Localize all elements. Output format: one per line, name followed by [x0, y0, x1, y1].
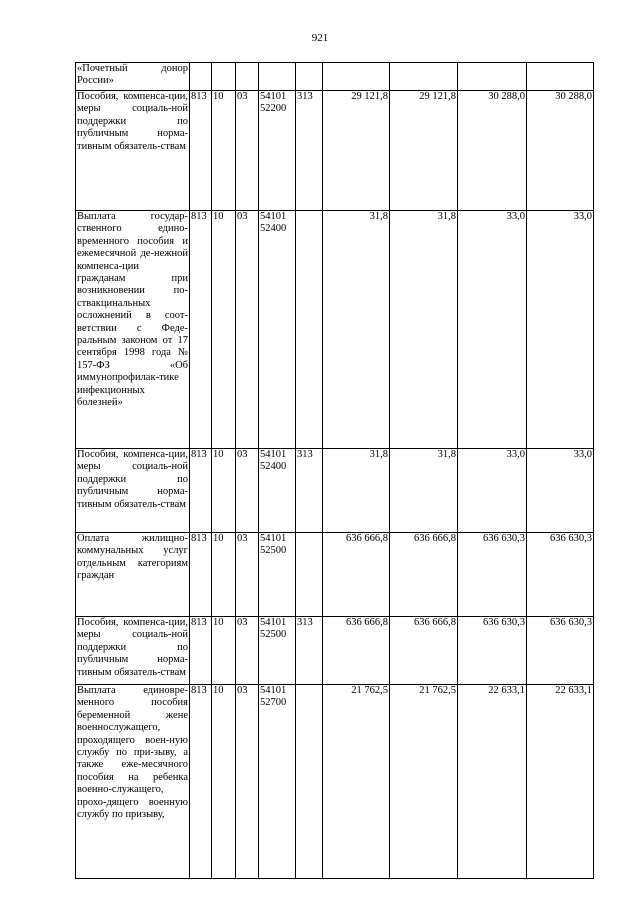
amount-4: 22 633,1 [527, 685, 594, 879]
amount-4: 30 288,0 [527, 91, 594, 211]
amount-1: 31,8 [323, 211, 390, 449]
expense-type-code [296, 63, 323, 91]
amount-3: 636 630,3 [458, 533, 527, 617]
subsection-code: 03 [236, 211, 259, 449]
section-code: 10 [212, 211, 236, 449]
table-row [76, 685, 594, 879]
expense-type-code: 313 [296, 617, 323, 685]
table-row [76, 533, 594, 617]
amount-4: 636 630,3 [527, 617, 594, 685]
expense-type-code [296, 533, 323, 617]
table-row [76, 211, 594, 449]
article-code [259, 63, 296, 91]
expense-type-code: 313 [296, 449, 323, 533]
amount-2: 636 666,8 [390, 617, 458, 685]
expense-type-code [296, 211, 323, 449]
section-code: 10 [212, 533, 236, 617]
row-name: Пособия, компенса-ции, меры социаль-ной поддержки по публичным норма-тивным обязатель-ствам [76, 91, 190, 211]
row-name: Оплата жилищно-коммунальных услуг отдельным категориям граждан [76, 533, 190, 617]
article-code: 54101 52500 [259, 617, 296, 685]
row-name: Выплата государ-ственного едино-временного пособия и ежемесячной де-нежной компенса-ции гражданам при возникновении по-ствакцинальных осложнений в соот-ветствии с Феде-ральным законом от 17 сентября 1998 года № 157-ФЗ «Об иммунопрофилак-тике инфекционных болезней» [76, 211, 190, 449]
amount-2 [390, 63, 458, 91]
ministry-code: 813 [190, 211, 212, 449]
amount-3: 33,0 [458, 449, 527, 533]
ministry-code: 813 [190, 617, 212, 685]
section-code: 10 [212, 91, 236, 211]
amount-4 [527, 63, 594, 91]
budget-table [75, 62, 594, 879]
amount-2: 21 762,5 [390, 685, 458, 879]
amount-4: 33,0 [527, 211, 594, 449]
amount-4: 33,0 [527, 449, 594, 533]
table-row [76, 63, 594, 91]
table-row [76, 91, 594, 211]
subsection-code: 03 [236, 91, 259, 211]
ministry-code: 813 [190, 91, 212, 211]
amount-2: 636 666,8 [390, 533, 458, 617]
row-name: Выплата единовре-менного пособия беременной жене военнослужащего, проходящего воен-ную службу по при-зыву, а также еже-месячного пособия на ребенка военно-служащего, прохо-дящего военную службу по призыву, [76, 685, 190, 879]
amount-1: 636 666,8 [323, 617, 390, 685]
subsection-code: 03 [236, 617, 259, 685]
amount-2: 31,8 [390, 449, 458, 533]
section-code: 10 [212, 617, 236, 685]
amount-2: 31,8 [390, 211, 458, 449]
subsection-code [236, 63, 259, 91]
section-code: 10 [212, 449, 236, 533]
section-code [212, 63, 236, 91]
ministry-code: 813 [190, 533, 212, 617]
article-code: 54101 52500 [259, 533, 296, 617]
subsection-code: 03 [236, 685, 259, 879]
amount-3: 33,0 [458, 211, 527, 449]
expense-type-code: 313 [296, 91, 323, 211]
subsection-code: 03 [236, 533, 259, 617]
row-name: Пособия, компенса-ции, меры социаль-ной поддержки по публичным норма-тивным обязатель-ствам [76, 449, 190, 533]
amount-2: 29 121,8 [390, 91, 458, 211]
ministry-code: 813 [190, 449, 212, 533]
table-row [76, 449, 594, 533]
amount-4: 636 630,3 [527, 533, 594, 617]
article-code: 54101 52400 [259, 211, 296, 449]
amount-3 [458, 63, 527, 91]
amount-3: 22 633,1 [458, 685, 527, 879]
amount-1: 29 121,8 [323, 91, 390, 211]
section-code: 10 [212, 685, 236, 879]
amount-1 [323, 63, 390, 91]
expense-type-code [296, 685, 323, 879]
subsection-code: 03 [236, 449, 259, 533]
ministry-code [190, 63, 212, 91]
amount-3: 30 288,0 [458, 91, 527, 211]
amount-1: 636 666,8 [323, 533, 390, 617]
article-code: 54101 52200 [259, 91, 296, 211]
ministry-code: 813 [190, 685, 212, 879]
table-row [76, 617, 594, 685]
amount-1: 31,8 [323, 449, 390, 533]
amount-1: 21 762,5 [323, 685, 390, 879]
page-number: 921 [311, 32, 329, 44]
article-code: 54101 52700 [259, 685, 296, 879]
row-name: Пособия, компенса-ции, меры социаль-ной поддержки по публичным норма-тивным обязатель-ствам [76, 617, 190, 685]
amount-3: 636 630,3 [458, 617, 527, 685]
article-code: 54101 52400 [259, 449, 296, 533]
row-name: «Почетный донор России» [76, 63, 190, 91]
